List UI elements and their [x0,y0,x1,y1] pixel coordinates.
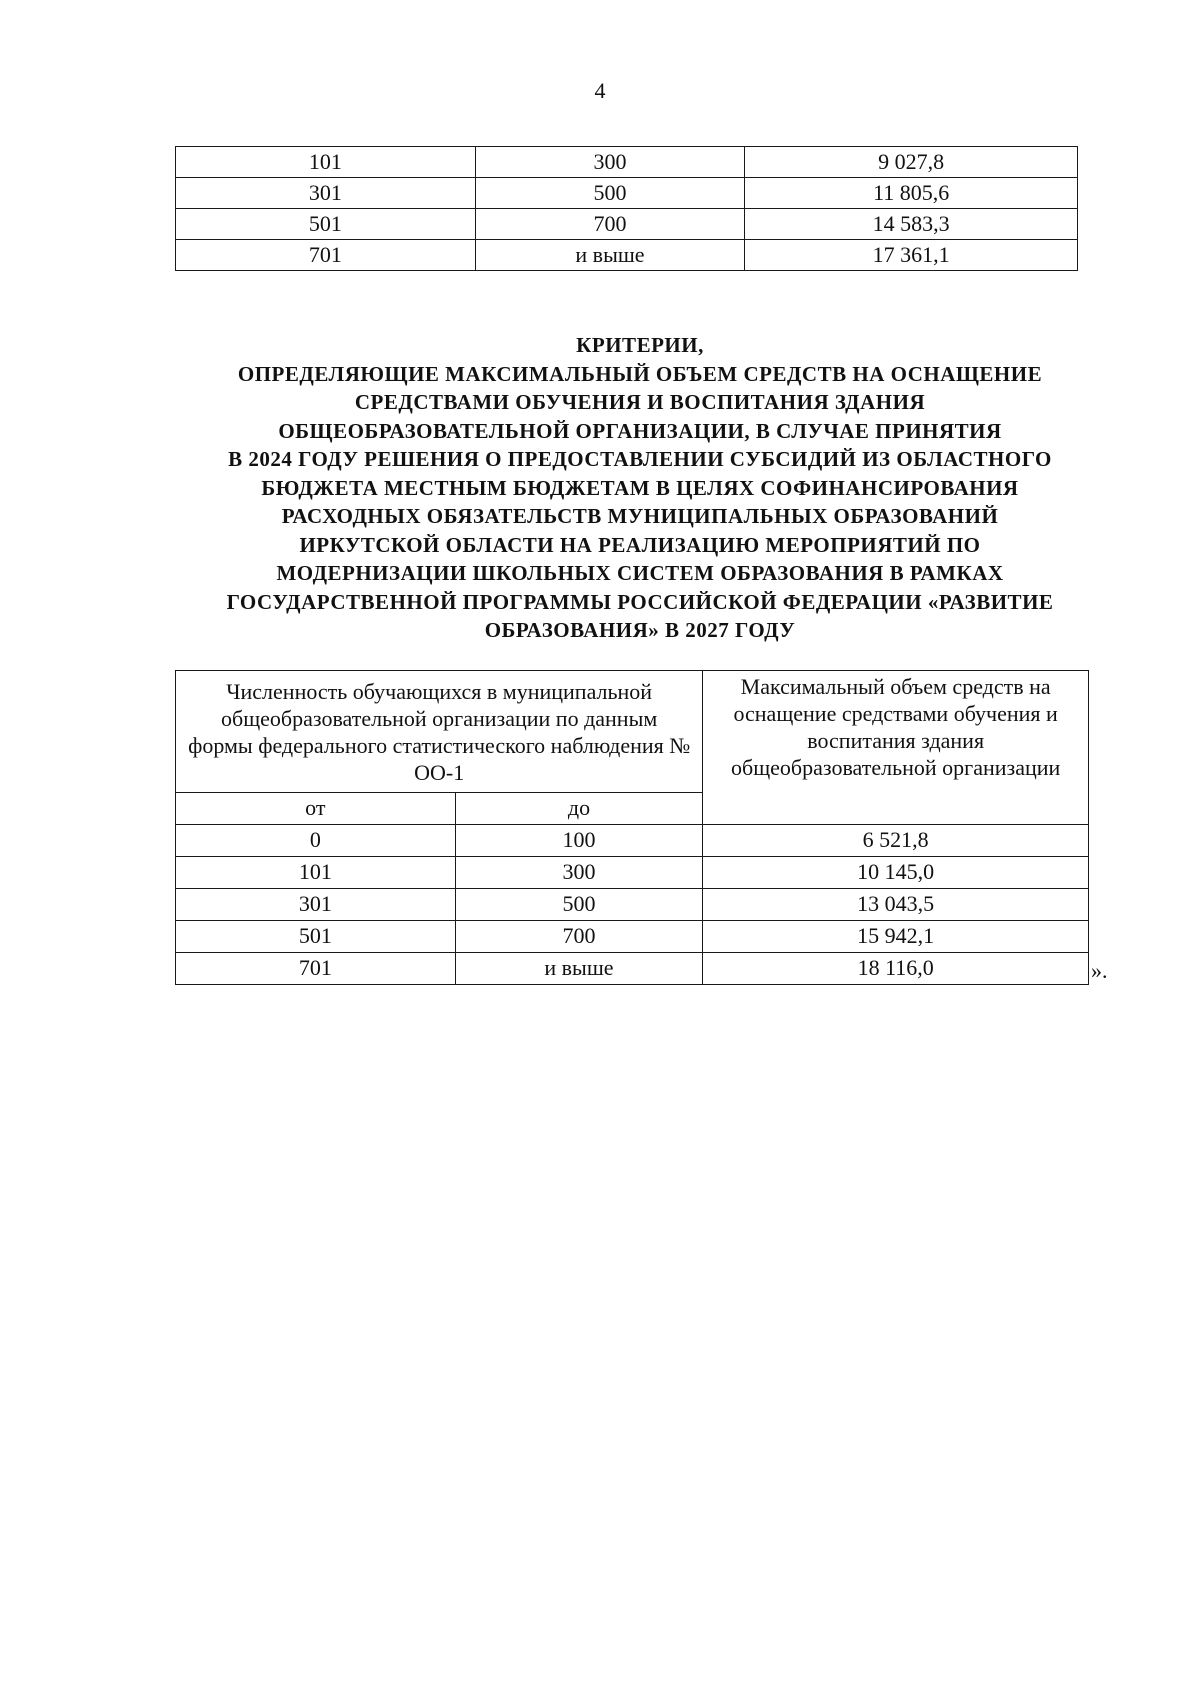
table-row [176,921,1089,953]
heading-line: МОДЕРНИЗАЦИИ ШКОЛЬНЫХ СИСТЕМ ОБРАЗОВАНИЯ В РАМКАХ [276,561,1004,585]
cell-amount: 6 521,8 [703,825,1089,857]
cell-from: 101 [176,147,476,178]
cell-from: 701 [176,953,456,985]
table-row [176,240,1078,271]
heading-line: ОПРЕДЕЛЯЮЩИЕ МАКСИМАЛЬНЫЙ ОБЪЕМ СРЕДСТВ НА ОСНАЩЕНИЕ [237,361,1043,386]
cell-to: и выше [475,240,745,271]
table-row [176,178,1078,209]
cell-to: 300 [455,857,703,889]
cell-from: 101 [176,857,456,889]
heading-line: КРИТЕРИИ, [576,333,704,357]
table-row [176,857,1089,889]
cell-amount: 11 805,6 [745,178,1078,209]
subheader-to: до [455,793,703,825]
table-row [176,889,1089,921]
header-max-funding: Максимальный объем средств на оснащение средствами обучения и воспитания здания общеобразовательной организации [703,671,1089,825]
funding-table-2027 [175,670,1089,985]
table-row [176,147,1078,178]
heading-line: ИРКУТСКОЙ ОБЛАСТИ НА РЕАЛИЗАЦИЮ МЕРОПРИЯТИЙ ПО [299,532,981,557]
page-number: 4 [594,78,606,103]
criteria-heading [160,331,1120,645]
cell-from: 501 [176,921,456,953]
table-row [176,953,1089,985]
cell-to: 700 [455,921,703,953]
cell-to: 500 [455,889,703,921]
heading-line: ГОСУДАРСТВЕННОЙ ПРОГРАММЫ РОССИЙСКОЙ ФЕДЕРАЦИИ «РАЗВИТИЕ [226,589,1054,614]
cell-amount: 17 361,1 [745,240,1078,271]
cell-amount: 14 583,3 [745,209,1078,240]
table-row [176,209,1078,240]
cell-amount: 10 145,0 [703,857,1089,889]
cell-amount: 13 043,5 [703,889,1089,921]
heading-line: СРЕДСТВАМИ ОБУЧЕНИЯ И ВОСПИТАНИЯ ЗДАНИЯ [354,390,926,414]
cell-amount: 18 116,0 [703,953,1089,985]
heading-line: В 2024 ГОДУ РЕШЕНИЯ О ПРЕДОСТАВЛЕНИИ СУБСИДИЙ ИЗ ОБЛАСТНОГО [228,447,1052,471]
heading-line: РАСХОДНЫХ ОБЯЗАТЕЛЬСТВ МУНИЦИПАЛЬНЫХ ОБРАЗОВАНИЙ [281,504,999,528]
cell-amount: 15 942,1 [703,921,1089,953]
header-student-count: Численность обучающихся в муниципальной общеобразовательной организации по данным формы федерального статистического наблюдения № ОО-1 [176,671,703,793]
funding-table-previous [175,146,1078,271]
table-row [176,825,1089,857]
cell-to: 700 [475,209,745,240]
cell-from: 301 [176,889,456,921]
cell-to: 300 [475,147,745,178]
heading-line: ОБЩЕОБРАЗОВАТЕЛЬНОЙ ОРГАНИЗАЦИИ, В СЛУЧАЕ ПРИНЯТИЯ [278,418,1002,443]
cell-to: 100 [455,825,703,857]
table-header-row [176,671,1089,793]
subheader-from: от [176,793,456,825]
cell-from: 701 [176,240,476,271]
heading-line: ОБРАЗОВАНИЯ» В 2027 ГОДУ [484,618,796,642]
cell-to: 500 [475,178,745,209]
cell-from: 501 [176,209,476,240]
heading-line: БЮДЖЕТА МЕСТНЫМ БЮДЖЕТАМ В ЦЕЛЯХ СОФИНАНСИРОВАНИЯ [261,475,1019,500]
cell-from: 0 [176,825,456,857]
cell-to: и выше [455,953,703,985]
closing-quote-mark: ». [1091,958,1108,983]
cell-from: 301 [176,178,476,209]
cell-amount: 9 027,8 [745,147,1078,178]
